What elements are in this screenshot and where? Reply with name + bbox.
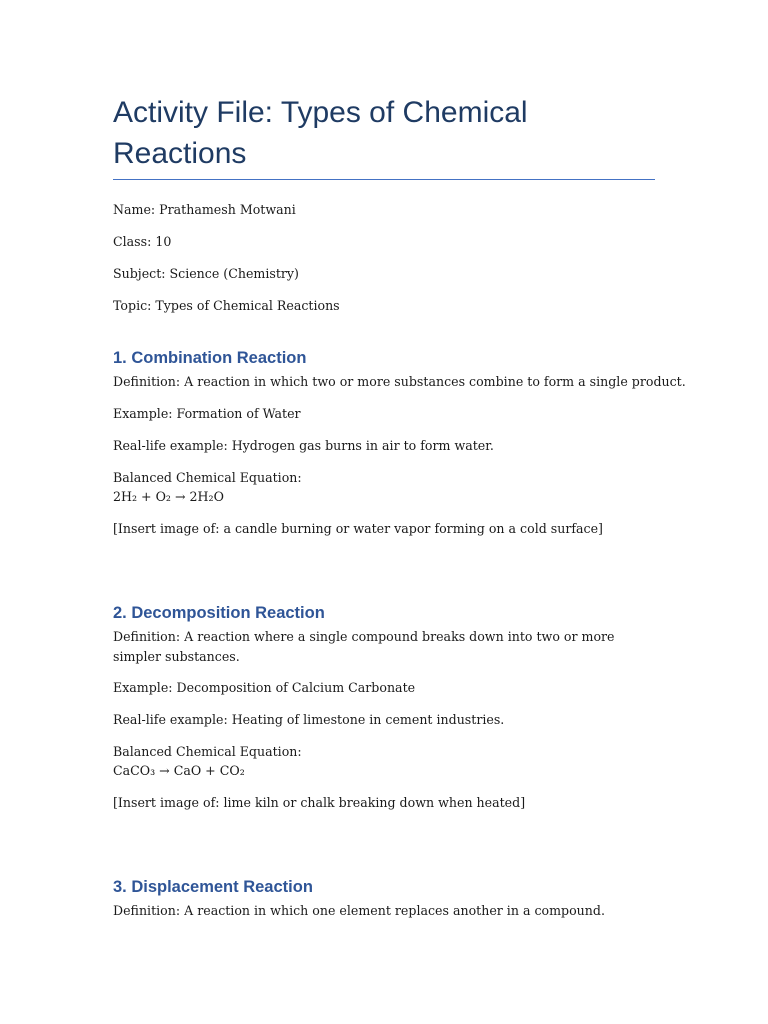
section-heading-displacement: 3. Displacement Reaction [113, 878, 313, 896]
topic: Topic: Types of Chemical Reactions [113, 298, 340, 313]
displacement-definition: Definition: A reaction in which one element replaces another in a compound. [113, 903, 605, 918]
decomposition-example: Example: Decomposition of Calcium Carbonate [113, 680, 416, 695]
decomposition-equation-label: Balanced Chemical Equation: [113, 744, 302, 759]
combination-real-life: Real-life example: Hydrogen gas burns in air to form water. [113, 438, 494, 453]
combination-image-placeholder: [Insert image of: a candle burning or water vapor forming on a cold surface] [113, 521, 603, 536]
document-title: Activity File: Types of Chemical Reactions [113, 96, 528, 170]
decomposition-real-life: Real-life example: Heating of limestone in cement industries. [113, 712, 505, 727]
combination-equation: 2H₂ + O₂ → 2H₂O [113, 489, 224, 504]
decomposition-equation: CaCO₃ → CaO + CO₂ [113, 763, 245, 778]
student-class: Class: 10 [113, 234, 172, 249]
student-name: Name: Prathamesh Motwani [113, 202, 296, 217]
decomposition-definition: Definition: A reaction where a single compound breaks down into two or more simpler substances. [113, 629, 615, 664]
decomposition-image-placeholder: [Insert image of: lime kiln or chalk breaking down when heated] [113, 795, 526, 810]
combination-equation-label: Balanced Chemical Equation: [113, 470, 302, 485]
combination-definition: Definition: A reaction in which two or more substances combine to form a single product. [113, 374, 686, 389]
section-heading-combination: 1. Combination Reaction [113, 349, 307, 367]
title-underline-rule [113, 179, 655, 180]
subject: Subject: Science (Chemistry) [113, 266, 299, 281]
combination-example: Example: Formation of Water [113, 406, 301, 421]
section-heading-decomposition: 2. Decomposition Reaction [113, 604, 325, 622]
